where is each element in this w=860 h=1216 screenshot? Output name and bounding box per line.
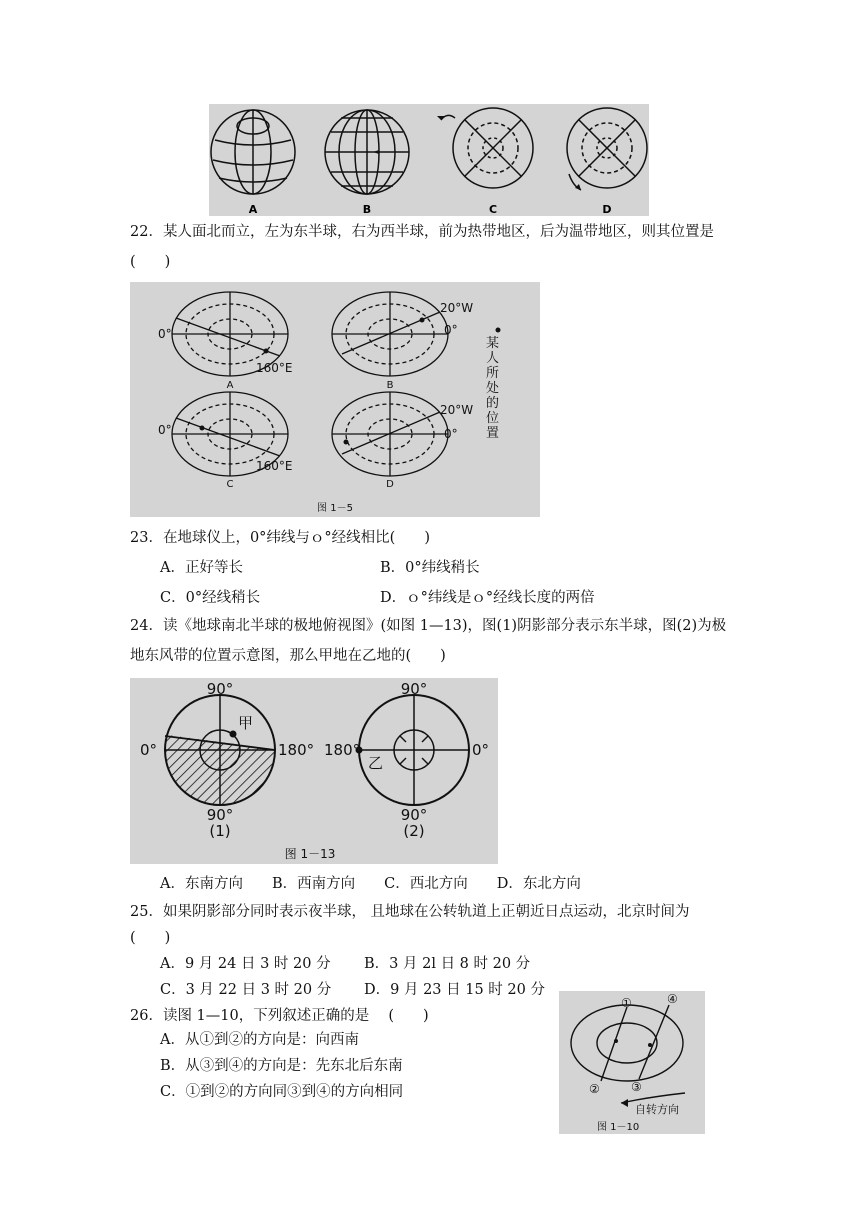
fig110-mark-4: ④ (667, 992, 678, 1006)
q23-option-d: D．ｏ°纬线是ｏ°经线长度的两倍 (380, 590, 595, 606)
fig113-panel-2 (356, 695, 470, 805)
fig15-b-lon0: 0° (444, 323, 458, 337)
q26-option-a: A．从①到②的方向是：向西南 (160, 1032, 359, 1048)
fig110-mark-1: ① (621, 996, 632, 1010)
q24-line2: 地东风带的位置示意图，那么甲地在乙地的( ) (130, 648, 446, 664)
fig113-caption: 图 1－13 (284, 847, 336, 861)
q22-answer-paren: ( ) (130, 254, 171, 270)
q22-text: 22．某人面北而立，左为东半球，右为西半球，前为热带地区，后为温带地区，则其位置是 (130, 224, 714, 240)
fig110-mark-3: ③ (631, 1080, 642, 1094)
fig113-yi: 乙 (368, 754, 384, 772)
fig15-panel-d (332, 392, 448, 476)
fig110-caption: 图 1－10 (597, 1122, 640, 1133)
figure-1-10 (559, 991, 705, 1134)
fig110-rotation-label: 自转方向 (635, 1103, 679, 1116)
q25-option-b: B．3 月 2l 日 8 时 20 分 (364, 956, 531, 972)
fig110-mark-2: ② (589, 1082, 600, 1096)
q25-line1: 25．如果阴影部分同时表示夜半球， 且地球在公转轨道上正朝近日点运动，北京时间为 (130, 904, 690, 920)
fig113-1-left-0: 0° (140, 741, 158, 759)
globe-a (211, 110, 295, 194)
fig113-sub2: (2) (403, 822, 425, 840)
fig15-a-lon0: 0° (158, 327, 172, 341)
globe-label-c: C (488, 203, 498, 216)
q25-option-c: C．3 月 22 日 3 时 20 分 (160, 982, 332, 998)
q26-option-c: C．①到②的方向同③到④的方向相同 (160, 1084, 404, 1100)
fig113-1-bottom-90: 90° (206, 806, 234, 824)
q23-option-a: A．正好等长 (160, 560, 243, 576)
fig113-1-right-180: 180° (278, 741, 315, 759)
fig113-panel-1 (160, 695, 280, 808)
q25-answer-paren: ( ) (130, 930, 171, 946)
fig113-1-top-90: 90° (206, 680, 234, 698)
globe-d (567, 108, 647, 190)
fig113-2-bottom-90: 90° (400, 806, 428, 824)
figure-globes-top (209, 104, 649, 216)
q23-option-c: C．0°经线稍长 (160, 590, 261, 606)
figure-1-13 (130, 678, 498, 864)
fig15-caption: 图 1－5 (317, 503, 353, 514)
fig15-legend: 某人所处的位置 (486, 336, 500, 441)
q26-option-b: B．从③到④的方向是：先东北后东南 (160, 1058, 403, 1074)
fig113-2-top-90: 90° (400, 680, 428, 698)
fig113-2-left-180: 180° (324, 741, 361, 759)
fig15-c-lon160e: 160°E (256, 459, 293, 473)
fig15-b-lon20w: 20°W (440, 301, 474, 315)
fig15-label-c: C (226, 479, 234, 490)
q24-options: A．东南方向 B．西南方向 C．西北方向 D．东北方向 (160, 876, 581, 892)
fig15-label-b: B (386, 380, 394, 391)
figure-1-5 (130, 282, 540, 517)
globe-c (441, 108, 533, 188)
q24-line1: 24．读《地球南北半球的极地俯视图》(如图 1—13)，图(1)阴影部分表示东半球，图(2)为极 (130, 618, 727, 634)
fig15-d-lon0: 0° (444, 427, 458, 441)
q25-option-a: A．9 月 24 日 3 时 20 分 (160, 956, 331, 972)
fig15-label-d: D (386, 479, 394, 490)
globe-label-a: A (248, 203, 258, 216)
globe-label-b: B (362, 203, 372, 216)
fig15-c-lon0: 0° (158, 423, 172, 437)
fig113-jia: 甲 (238, 714, 254, 732)
fig15-panel-b (332, 292, 448, 376)
fig113-sub1: (1) (209, 822, 231, 840)
fig15-label-a: A (226, 380, 234, 391)
fig15-d-lon20w: 20°W (440, 403, 474, 417)
globe-b (325, 110, 409, 194)
globe-label-d: D (602, 203, 612, 216)
q26-text: 26．读图 1—10，下列叙述正确的是 ( ) (130, 1008, 429, 1024)
q23-text: 23．在地球仪上，0°纬线与ｏ°经线相比( ) (130, 530, 430, 546)
q23-option-b: B．0°纬线稍长 (380, 560, 480, 576)
fig113-2-right-0: 0° (472, 741, 490, 759)
fig15-a-lon160e: 160°E (256, 361, 293, 375)
q25-option-d: D．9 月 23 日 15 时 20 分 (364, 982, 545, 998)
